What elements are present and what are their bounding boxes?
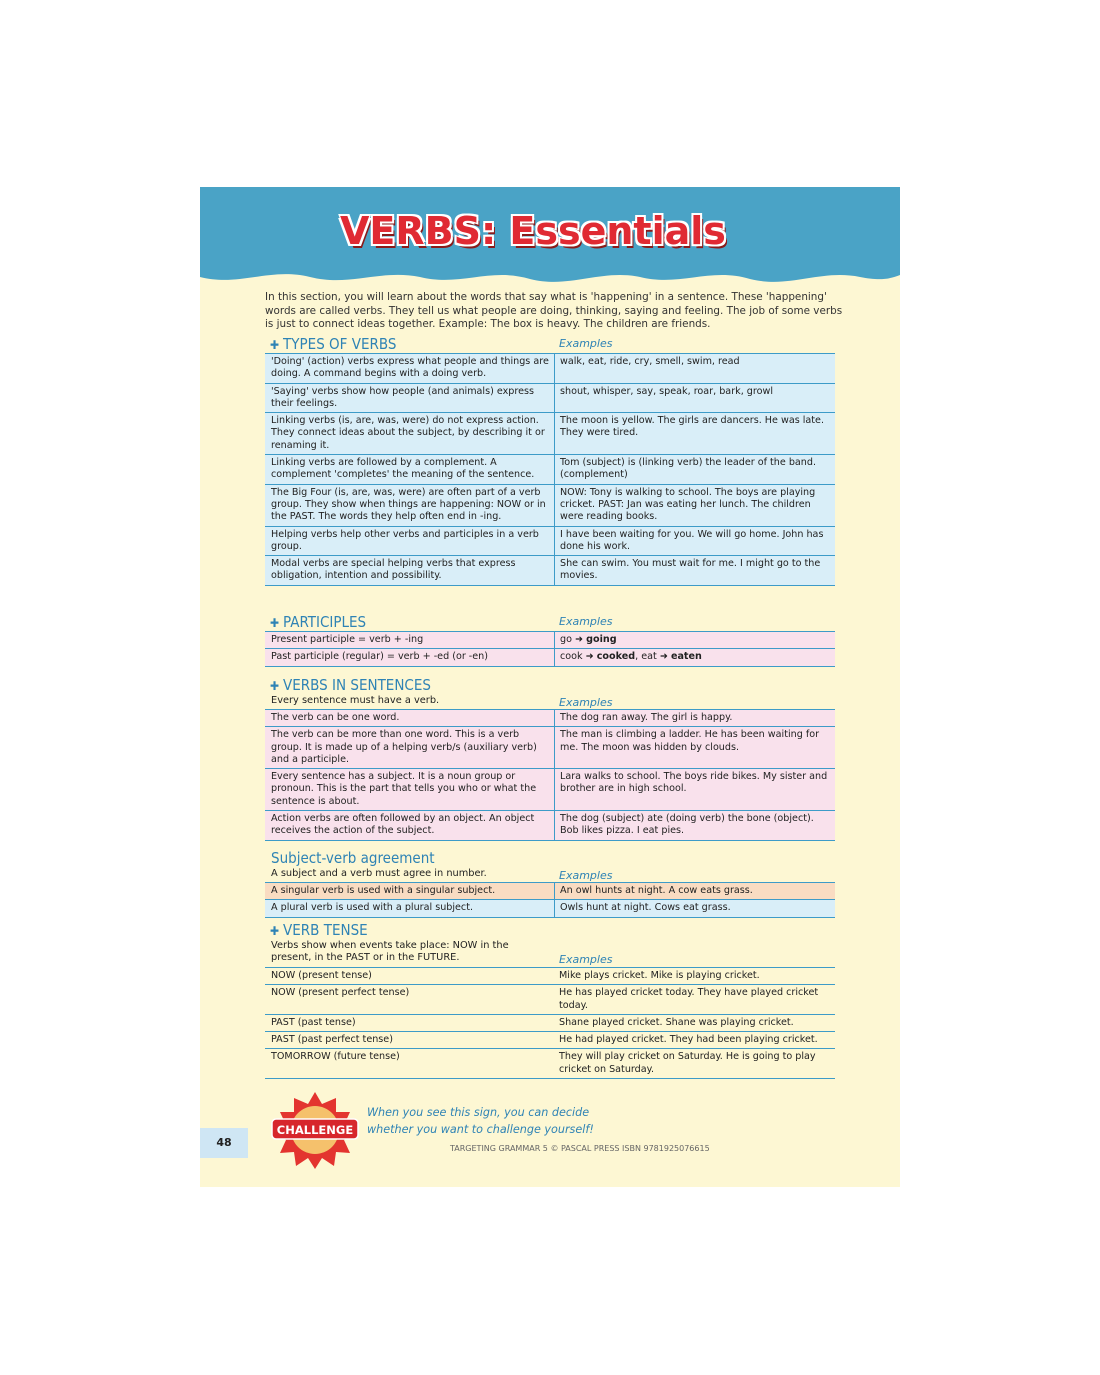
table-row: NOW (present tense) Mike plays cricket. Mike is playing cricket. [265,967,835,985]
copyright-footer: TARGETING GRAMMAR 5 © PASCAL PRESS ISBN 9781925076615 [450,1144,710,1153]
subject-verb-agreement-section [265,847,835,918]
participles-section [265,611,835,667]
table-row: The Big Four (is, are, was, were) are often part of a verb group. They show when things are happening: NOW or in the PAST. The words they help often end in -ing. NOW: Tony is walking to school. The boys are playing cricket. PAST: Jan was eating her lunch. The children were reading books. [265,485,835,527]
challenge-badge-icon [270,1090,360,1170]
page-title: VERBS: Essentials [340,209,726,253]
plus-star-icon: ✚ [270,616,280,630]
table-row: NOW (present perfect tense) He has played cricket today. They have played cricket today. [265,985,835,1015]
table-row: Helping verbs help other verbs and participles in a verb group. I have been waiting for you. We will go home. John has done his work. [265,527,835,557]
table-row: 'Saying' verbs show how people (and animals) express their feelings. shout, whisper, say, speak, roar, bark, growl [265,384,835,414]
examples-label: Examples [559,337,613,350]
arrow-icon: ➜ [575,634,584,645]
table-row: Past participle (regular) = verb + -ed (or -en) cook ➜ cooked, eat ➜ eaten [265,649,835,666]
section-note: A subject and a verb must agree in number. [271,868,487,879]
table-row: 'Doing' (action) verbs express what people and things are doing. A command begins with a doing verb. walk, eat, ride, cry, smell, swim, read [265,353,835,384]
table-row: Linking verbs (is, are, was, were) do not express action. They connect ideas about the subject, by describing it or renaming it. The moon is yellow. The girls are dancers. He was late. They were tired. [265,413,835,455]
table-row: A singular verb is used with a singular subject. An owl hunts at night. A cow eats grass. [265,882,835,900]
section-title: ✚ VERB TENSE [270,921,368,939]
table-row: PAST (past tense) Shane played cricket. Shane was playing cricket. [265,1015,835,1032]
arrow-icon: ➜ [659,651,668,663]
table-row: The verb can be more than one word. This is a verb group. It is made up of a helping verb/s (auxiliary verb) and a participle. The man is climbing a ladder. He has been waiting for me. The moon was hidden by clouds. [265,727,835,769]
challenge-note: When you see this sign, you can decide whether you want to challenge yourself! [367,1106,594,1136]
table-row: Linking verbs are followed by a complement. A complement 'completes' the meaning of the sentence. Tom (subject) is (linking verb) the leader of the band. (complement) [265,455,835,485]
section-title: Subject-verb agreement [271,849,435,867]
table-row: Modal verbs are special helping verbs that express obligation, intention and possibility. She can swim. You must wait for me. I might go to the movies. [265,556,835,586]
section-title: ✚ VERBS IN SENTENCES [270,676,431,694]
workbook-page [200,187,900,1187]
examples-label: Examples [559,615,613,628]
table-row: A plural verb is used with a plural subject. Owls hunt at night. Cows eat grass. [265,900,835,917]
page-number: 48 [200,1128,248,1158]
table-row: Present participle = verb + -ing go ➜ going [265,631,835,649]
section-note: Every sentence must have a verb. [271,695,440,706]
table-row: The verb can be one word. The dog ran away. The girl is happy. [265,709,835,727]
plus-star-icon: ✚ [270,338,280,352]
verb-tense-section [265,919,835,1079]
section-note: Verbs show when events take place: NOW in the present, in the PAST or in the FUTURE. [271,940,509,964]
table-row: PAST (past perfect tense) He had played cricket. They had been playing cricket. [265,1032,835,1049]
table-row: TOMORROW (future tense) They will play cricket on Saturday. He is going to play cricket on Saturday. [265,1049,835,1079]
plus-star-icon: ✚ [270,679,280,693]
examples-label: Examples [559,869,613,882]
verbs-in-sentences-section [265,674,835,841]
section-title: ✚ PARTICIPLES [270,613,367,631]
intro-text: In this section, you will learn about the words that say what is 'happening' in a sentence. These 'happening' words are called verbs. They tell us what people are doing, thinking, saying and feeling. The job of some verbs is just to connect ideas together. Example: The box is heavy. The children are friends. [265,291,843,331]
arrow-icon: ➜ [585,651,594,663]
types-of-verbs-section [265,333,835,586]
section-title: ✚ TYPES OF VERBS [270,335,397,353]
table-row: Action verbs are often followed by an object. An object receives the action of the subject. The dog (subject) ate (doing verb) the bone (object). Bob likes pizza. I eat pies. [265,811,835,841]
plus-star-icon: ✚ [270,924,280,938]
table-row: Every sentence has a subject. It is a noun group or pronoun. This is the part that tells you who or what the sentence is about. Lara walks to school. The boys ride bikes. My sister and brother are in high school. [265,769,835,811]
header-banner [200,187,900,292]
challenge-badge-label: CHALLENGE [276,1123,354,1137]
examples-label: Examples [559,953,613,966]
examples-label: Examples [559,696,613,709]
